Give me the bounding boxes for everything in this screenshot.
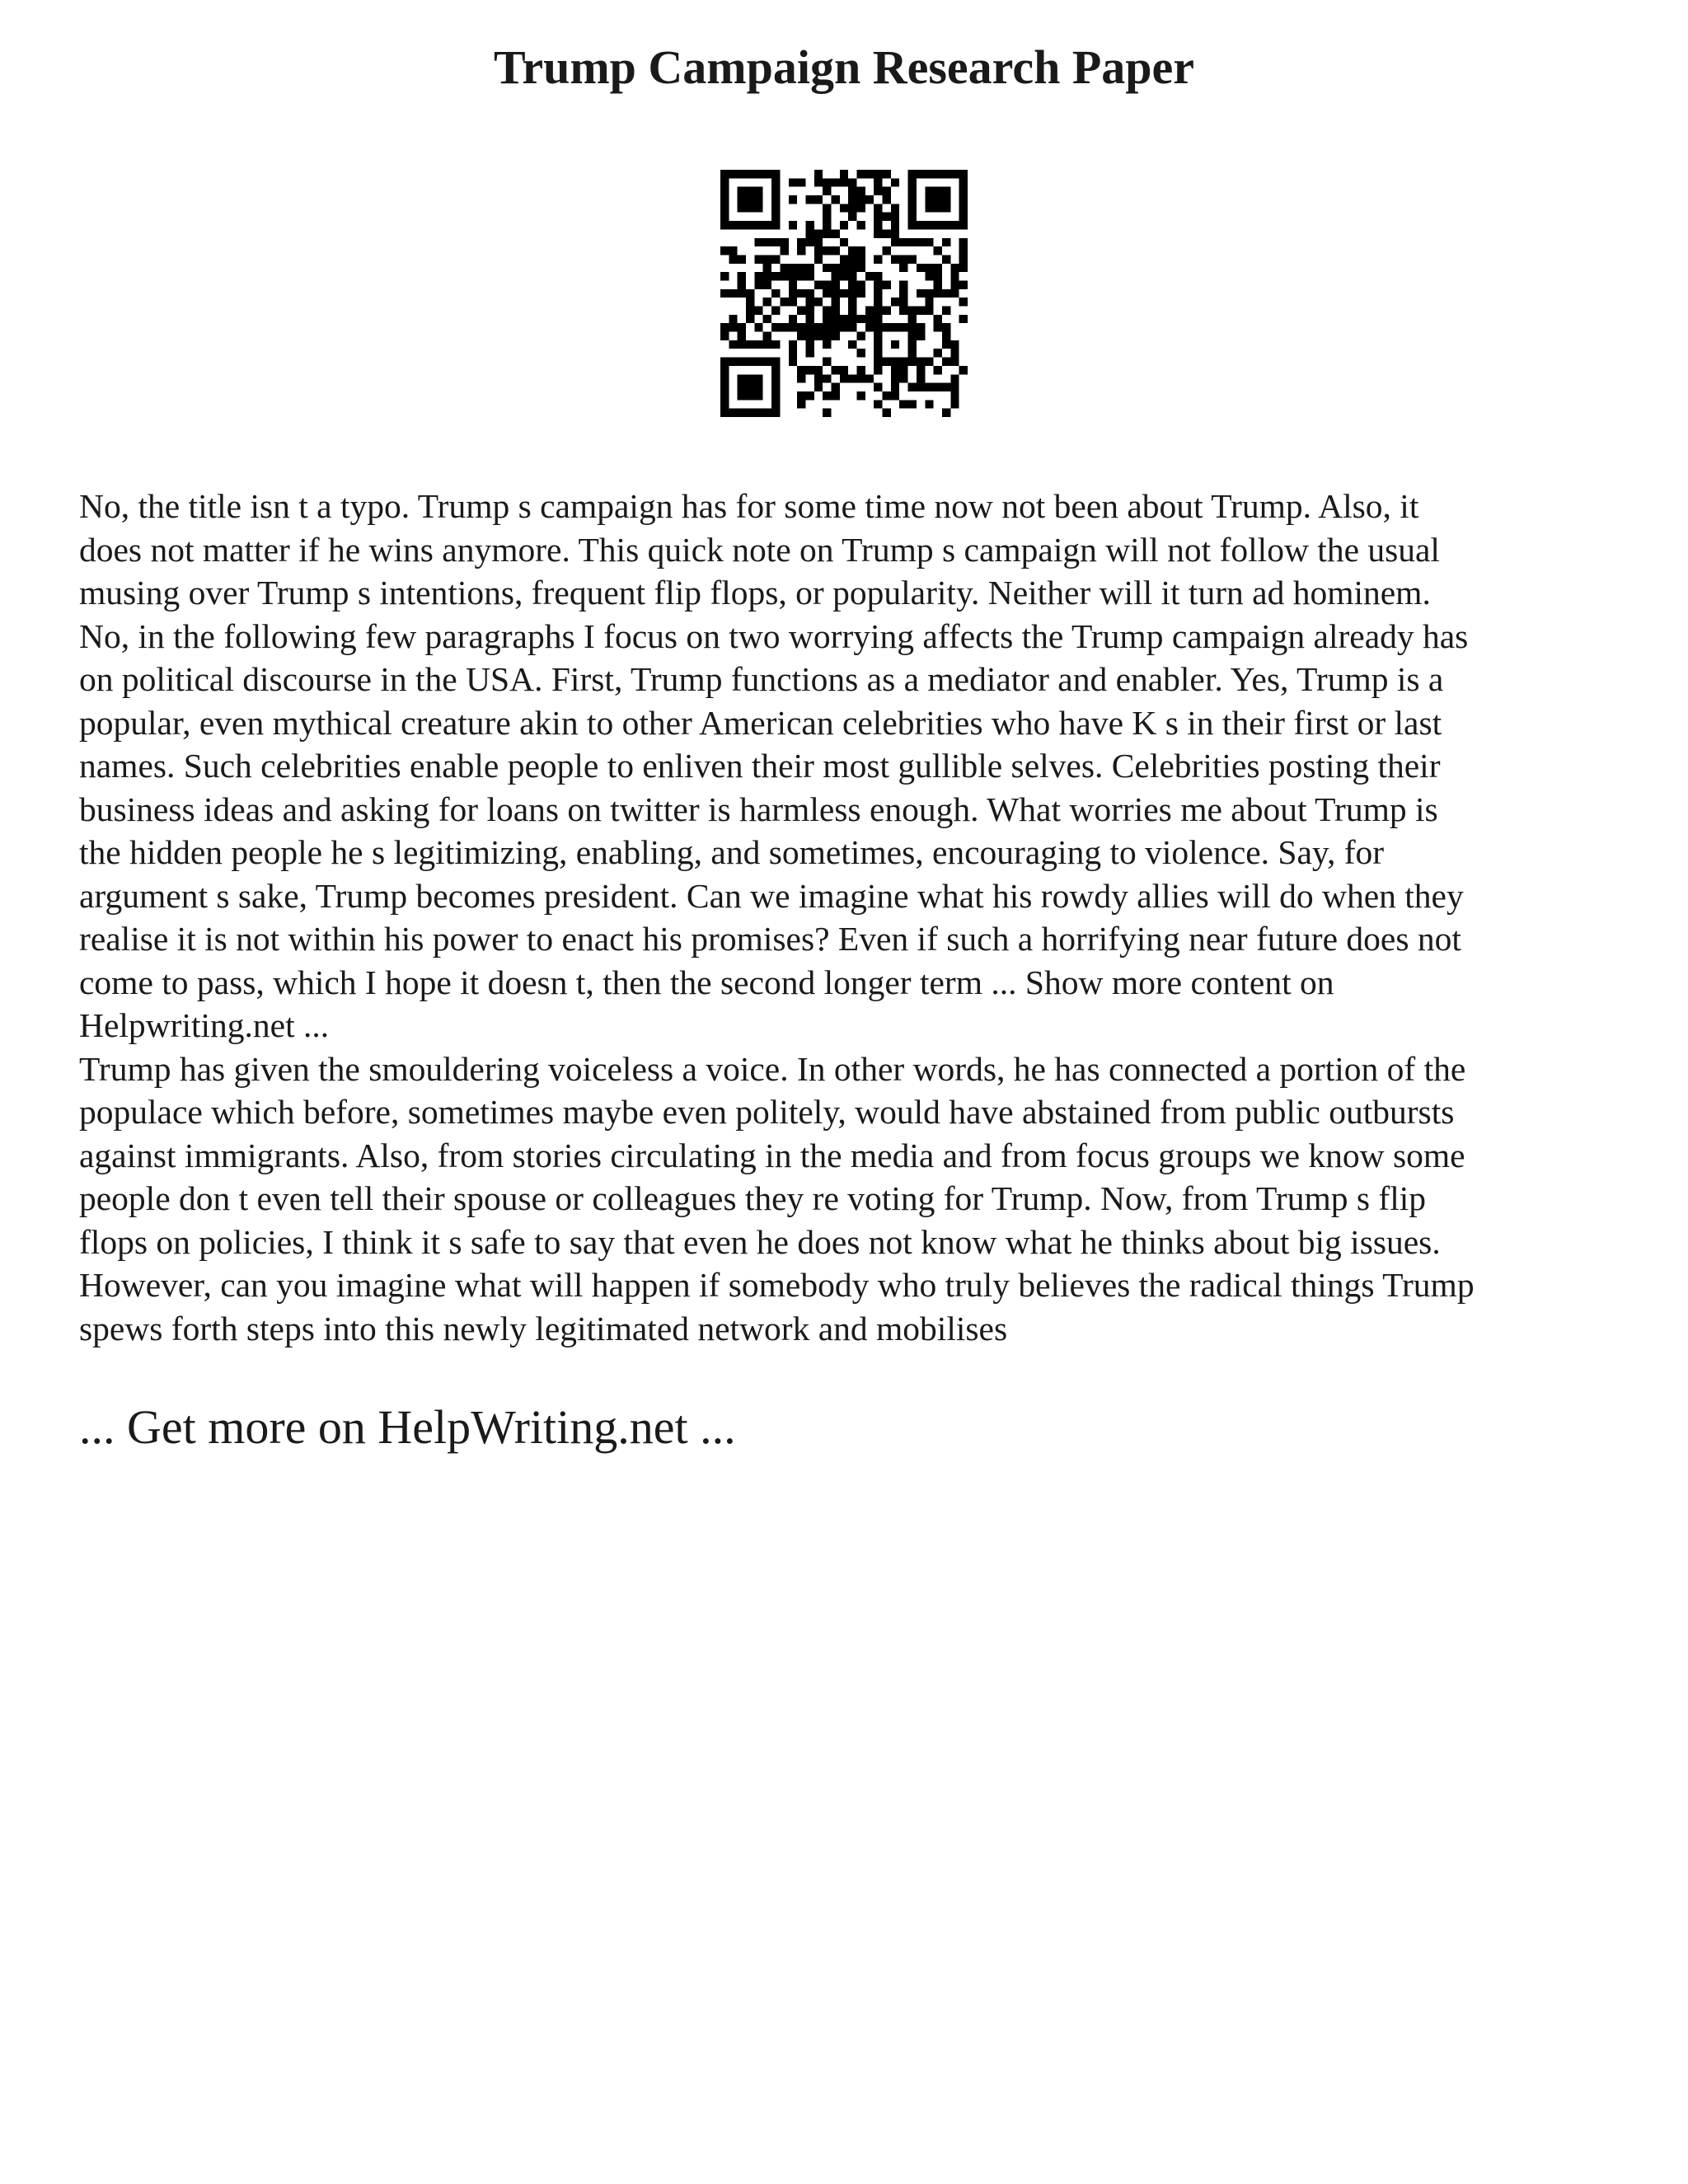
- qr-code-icon[interactable]: [720, 170, 968, 417]
- body-text: No, the title isn t a typo. Trump s campaign has for some time now not been about Trump. Also, it does not matter if he wins anymore. This quick note on Trump s campaign will not follow the usual musing over Trump s intentions, frequent flip flops, or popularity. Neither will it turn ad hominem. No, in the following few paragraphs I focus on two worrying affects the Trump campaign already has on political discourse in the USA. First, Trump functions as a mediator and enabler. Yes, Trump is a popular, even mythical creature akin to other American celebrities who have K s in their first or last names. Such celebrities enable people to enliven their most gullible selves. Celebrities posting their business ideas and asking for loans on twitter is harmless enough. What worries me about Trump is the hidden people he s legitimizing, enabling, and sometimes, encouraging to violence. Say, for argument s sake, Trump becomes president. Can we imagine what his rowdy allies will do when they realise it is not within his power to enact his promises? Even if such a horrifying near future does not come to pass, which I hope it doesn t, then the second longer term ... Show more content on Helpwriting.net ... Trump has given the smouldering voiceless a voice. In other words, he has connected a portion of the populace which before, sometimes maybe even politely, would have abstained from public outbursts against immigrants. Also, from stories circulating in the media and from focus groups we know some people don t even tell their spouse or colleagues they re voting for Trump. Now, from Trump s flip flops on policies, I think it s safe to say that even he does not know what he thinks about big issues. However, can you imagine what will happen if somebody who truly believes the radical things Trump spews forth steps into this newly legitimated network and mobilises: [79, 487, 1475, 1347]
- qr-code-graphic: [720, 170, 968, 417]
- get-more-link[interactable]: ... Get more on HelpWriting.net ...: [79, 1400, 736, 1454]
- page-title: Trump Campaign Research Paper: [493, 40, 1195, 94]
